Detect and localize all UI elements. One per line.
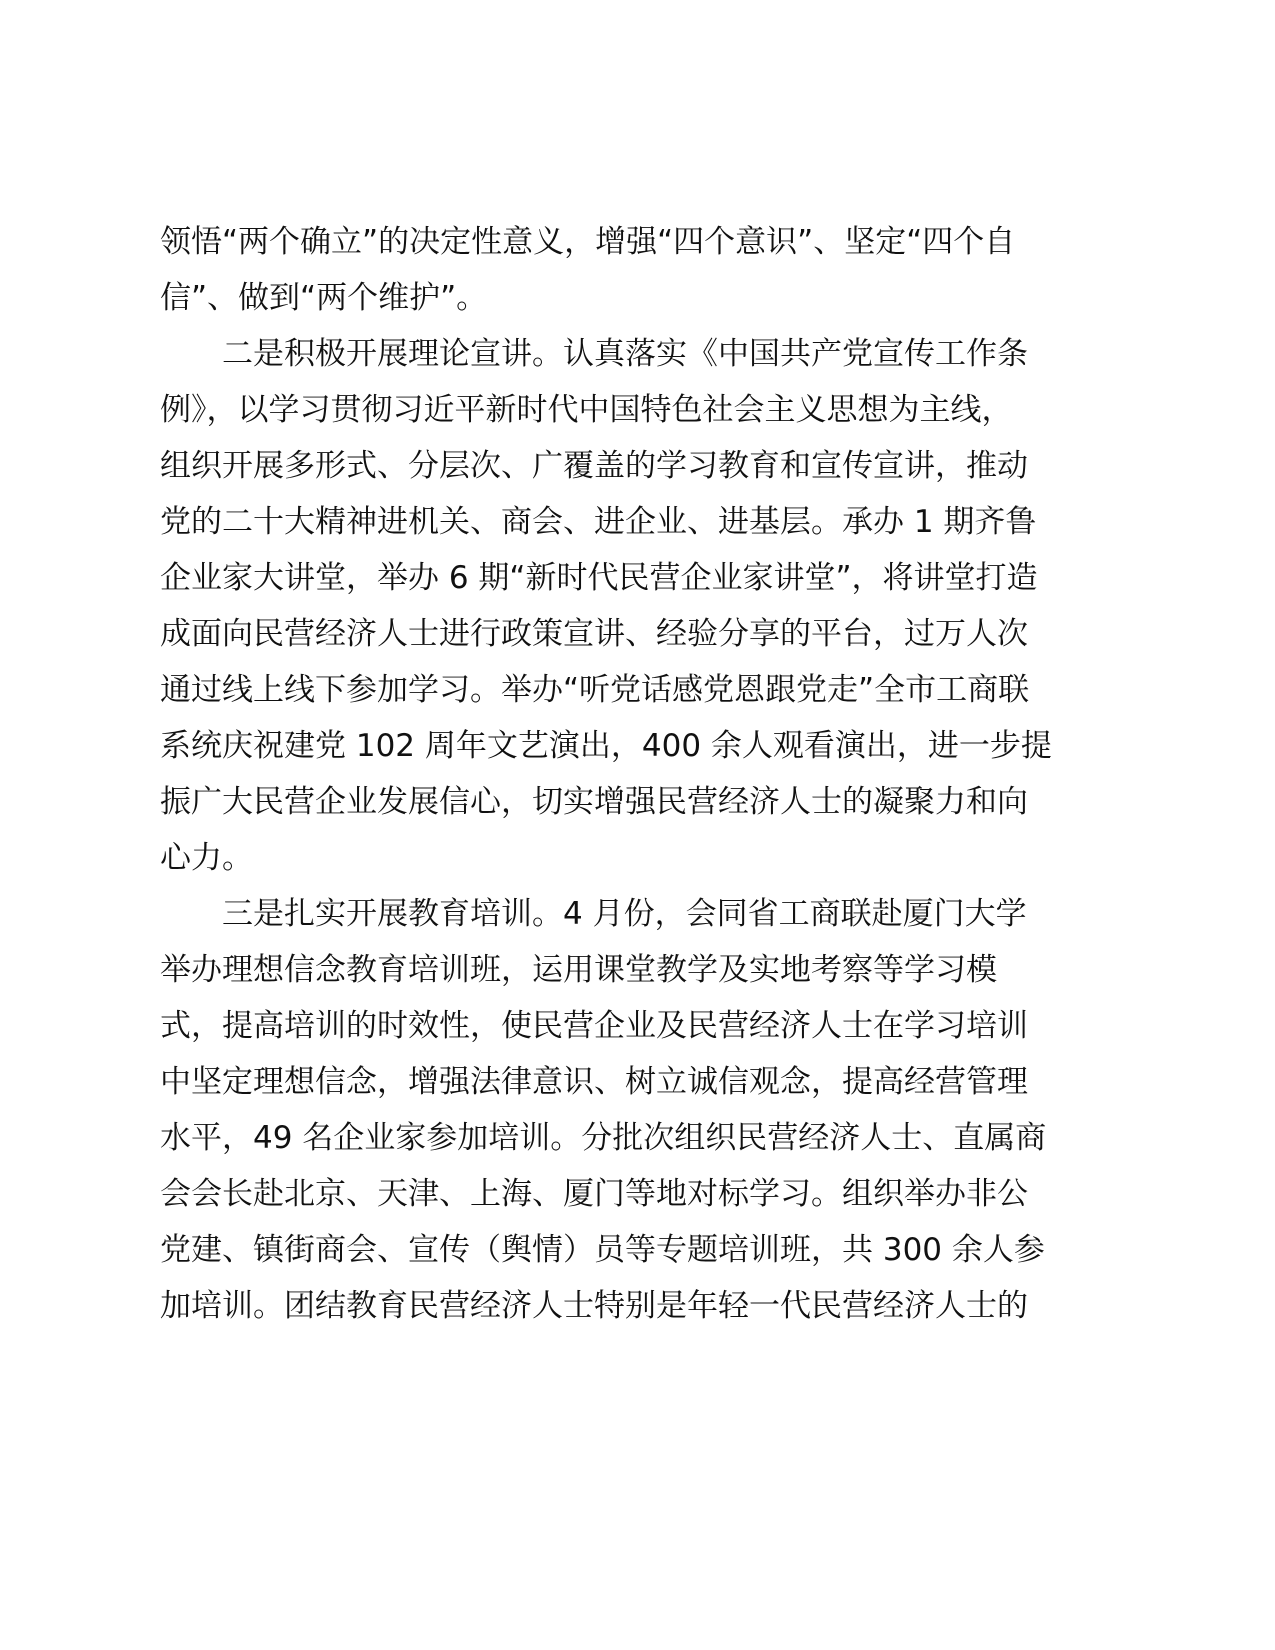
text-line: 系统庆祝建党 102 周年文艺演出，400 余人观看演出，进一步提 bbox=[160, 728, 1052, 764]
text-line: 信”、做到“两个维护”。 bbox=[160, 280, 488, 316]
text-line: 会会长赴北京、天津、上海、厦门等地对标学习。组织举办非公 bbox=[160, 1176, 1028, 1212]
text-line: 企业家大讲堂，举办 6 期“新时代民营企业家讲堂”，将讲堂打造 bbox=[160, 560, 1038, 596]
text-line: 式，提高培训的时效性，使民营企业及民营经济人士在学习培训 bbox=[160, 1008, 1028, 1044]
text-line: 领悟“两个确立”的决定性意义，增强“四个意识”、坚定“四个自 bbox=[160, 224, 1016, 260]
text-line: 加培训。团结教育民营经济人士特别是年轻一代民营经济人士的 bbox=[160, 1288, 1028, 1324]
text-line: 组织开展多形式、分层次、广覆盖的学习教育和宣传宣讲，推动 bbox=[160, 448, 1028, 484]
text-line: 成面向民营经济人士进行政策宣讲、经验分享的平台，过万人次 bbox=[160, 616, 1028, 652]
text-line: 通过线上线下参加学习。举办“听党话感党恩跟党走”全市工商联 bbox=[160, 672, 1030, 708]
body-text bbox=[160, 214, 1070, 1334]
text-line: 中坚定理想信念，增强法律意识、树立诚信观念，提高经营管理 bbox=[160, 1064, 1028, 1100]
text-line: 例》，以学习贯彻习近平新时代中国特色社会主义思想为主线， bbox=[160, 392, 1013, 428]
paragraph-start-line: 三是扎实开展教育培训。4 月份，会同省工商联赴厦门大学 bbox=[222, 896, 1027, 932]
paragraph-start-line: 二是积极开展理论宣讲。认真落实《中国共产党宣传工作条 bbox=[222, 336, 1028, 372]
text-line: 举办理想信念教育培训班，运用课堂教学及实地考察等学习模 bbox=[160, 952, 997, 988]
text-line: 心力。 bbox=[160, 840, 253, 876]
text-line: 振广大民营企业发展信心，切实增强民营经济人士的凝聚力和向 bbox=[160, 784, 1028, 820]
text-line: 党的二十大精神进机关、商会、进企业、进基层。承办 1 期齐鲁 bbox=[160, 504, 1037, 540]
text-line: 党建、镇街商会、宣传（舆情）员等专题培训班，共 300 余人参 bbox=[160, 1232, 1045, 1268]
text-line: 水平，49 名企业家参加培训。分批次组织民营经济人士、直属商 bbox=[160, 1120, 1047, 1156]
